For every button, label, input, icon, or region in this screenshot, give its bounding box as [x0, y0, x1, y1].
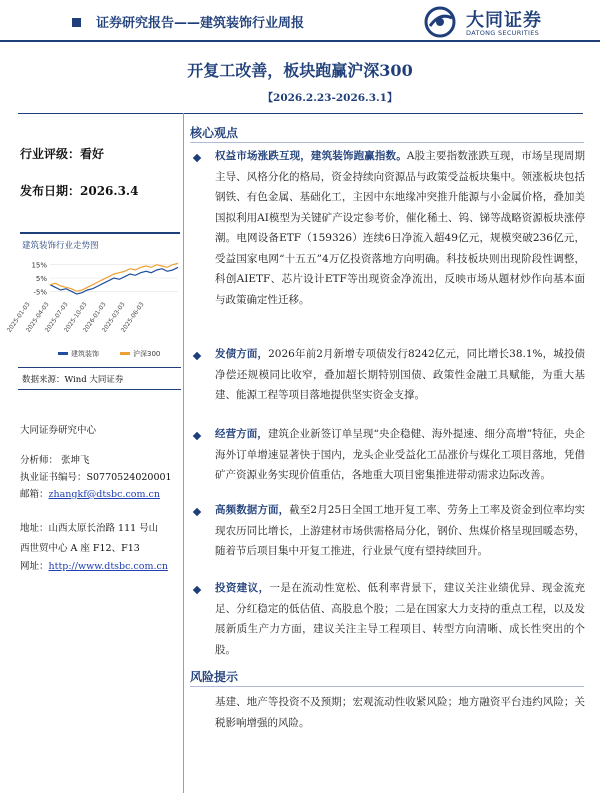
series-line — [50, 263, 178, 291]
risk-text: 基建、地产等投资不及预期；宏观流动性收紧风险；地方融资平台违约风险；关税影响增强的风险。 — [215, 696, 585, 729]
website-link[interactable]: http://www.dtsbc.com.cn — [48, 561, 168, 572]
email-label: 邮箱： — [20, 489, 49, 500]
bullet-diamond-icon — [193, 586, 201, 594]
point-paragraph-1 — [215, 146, 585, 310]
chart-top-bar — [20, 232, 180, 234]
column-divider — [183, 113, 184, 793]
point-paragraph-2 — [215, 344, 585, 406]
x-tick-label: 2025-04-03 — [24, 301, 51, 334]
x-tick-label: 2025-10-03 — [62, 301, 89, 334]
trend-chart — [5, 252, 183, 364]
point-lead: 权益市场涨跌互现，建筑装饰跑赢指数。 — [215, 150, 407, 162]
core-views-underline — [190, 142, 584, 143]
email-link[interactable]: zhangkf@dtsbc.com.cn — [48, 489, 160, 500]
date-range: 【2026.2.23-2026.3.1】 — [262, 92, 398, 104]
point-text: 截至2月25日全国工地开复工率、劳务上工率及资金到位率均实现农历同比增长，上游建材市场供需格局分化，钢价、焦煤价格呈现回暖态势，随着节后项目集中开复工推进，行业景气度有望持续回升。 — [215, 504, 586, 557]
report-type-title: 证券研究报告——建筑装饰行业周报 — [96, 16, 305, 31]
page-title: 开复工改善，板块跑赢沪深300 — [187, 61, 413, 80]
legend-swatch — [120, 352, 130, 355]
chart-title: 建筑装饰行业走势图 — [22, 241, 99, 251]
legend-label: 建筑装饰 — [71, 350, 99, 358]
series-line — [50, 267, 178, 294]
risk-heading: 风险提示 — [190, 670, 239, 684]
header-square-icon — [72, 18, 81, 27]
point-lead: 发债方面， — [215, 348, 269, 360]
point-text: 建筑企业新签订单呈现“央企稳健、海外提速、细分高增”特征，央企海外订单增速显著快于国内，龙头企业受益化工品涨价与煤化工项目落地，凭借矿产资源业务实现价值重估，各地重大项目密集推进带动需求边际改善。 — [215, 428, 585, 481]
point-text: 一是在流动性宽松、低利率背景下，建议关注业绩优异、现金流充足、分红稳定的低估值、高股息个股；二是在国家大力支持的重点工程，以及发展新质生产力方面，建议关注主导工程项目、转型方向清晰、成长性突出的个股。 — [215, 582, 586, 656]
y-tick-label: 15% — [31, 261, 47, 270]
datong-logo-icon — [424, 6, 462, 38]
legend-swatch — [58, 352, 68, 355]
analyst-name: 分析师： 张坤飞 — [20, 455, 90, 466]
point-text: A股主要指数涨跌互现，市场呈现周期主导、风格分化的格局，资金持续向资源品与政策受益板块集中。领涨板块包括钢铁、有色金属、基础化工，主因中东地缘冲突推升能源与小金属价格，叠加美国拟利用AI模型为关键矿产设定参考价，催化稀土、钨、锑等战略资源板块涨停潮。电网设备ETF（159326）连续6日净流入超49亿元，规模突破236亿元，受益国家电网“十五五”4万亿投资落地方向明确。科技板块则出现阶段性调整，科创AIETF、芯片设计ETF等出现资金净流出，反映市场从题材炒作向基本面与政策确定性迁移。 — [215, 150, 586, 306]
industry-rating: 行业评级：看好 — [20, 147, 105, 161]
publish-date: 发布日期：2026.3.4 — [20, 184, 139, 198]
point-paragraph-5 — [215, 578, 585, 660]
x-tick-label: 2026-01-03 — [81, 301, 108, 334]
point-lead: 投资建议， — [215, 582, 270, 594]
x-tick-label: 2025-07-03 — [43, 301, 70, 334]
logo-text: 大同证券 — [466, 10, 542, 31]
y-tick-label: 5% — [35, 275, 47, 283]
website-row — [20, 558, 168, 572]
address-line-2: 西世贸中心 A 座 F12、F13 — [20, 543, 140, 554]
point-lead: 高频数据方面， — [215, 504, 290, 516]
research-center: 大同证券研究中心 — [20, 425, 97, 436]
legend-label: 沪深300 — [133, 350, 161, 358]
x-tick-label: 2025-06-03 — [119, 301, 146, 334]
bullet-diamond-icon — [193, 432, 201, 440]
bullet-diamond-icon — [193, 508, 201, 516]
email-row — [20, 486, 160, 500]
x-tick-label: 2025-01-03 — [5, 301, 32, 334]
point-text: 2026年前2月新增专项债发行8242亿元，同比增长38.1%，城投债净偿还规模同比收窄，叠加超长期特别国债、政策性金融工具赋能，为重大基建、能源工程等项目落地提供坚实资金支撑。 — [215, 348, 585, 401]
point-paragraph-4 — [215, 500, 585, 562]
title-divider — [18, 113, 583, 114]
website-label: 网址： — [20, 561, 49, 572]
y-tick-label: -5% — [33, 288, 47, 297]
source-divider — [18, 367, 181, 368]
license-number: 执业证书编号：S0770524020001 — [20, 472, 172, 483]
source-divider-bottom — [18, 389, 181, 390]
data-source: 数据来源：Wind 大同证券 — [22, 375, 124, 385]
address-line-1: 地址：山西太原长治路 111 号山 — [20, 523, 159, 534]
bullet-diamond-icon — [193, 154, 201, 162]
core-views-heading: 核心观点 — [190, 126, 239, 140]
x-tick-label: 2025-03-03 — [100, 301, 127, 334]
bullet-diamond-icon — [193, 352, 201, 360]
logo-text-english: DATONG SECURITIES — [466, 29, 540, 37]
header-divider — [0, 40, 600, 42]
point-paragraph-3 — [215, 424, 585, 486]
risk-underline — [190, 686, 584, 687]
point-lead: 经营方面， — [215, 428, 268, 440]
